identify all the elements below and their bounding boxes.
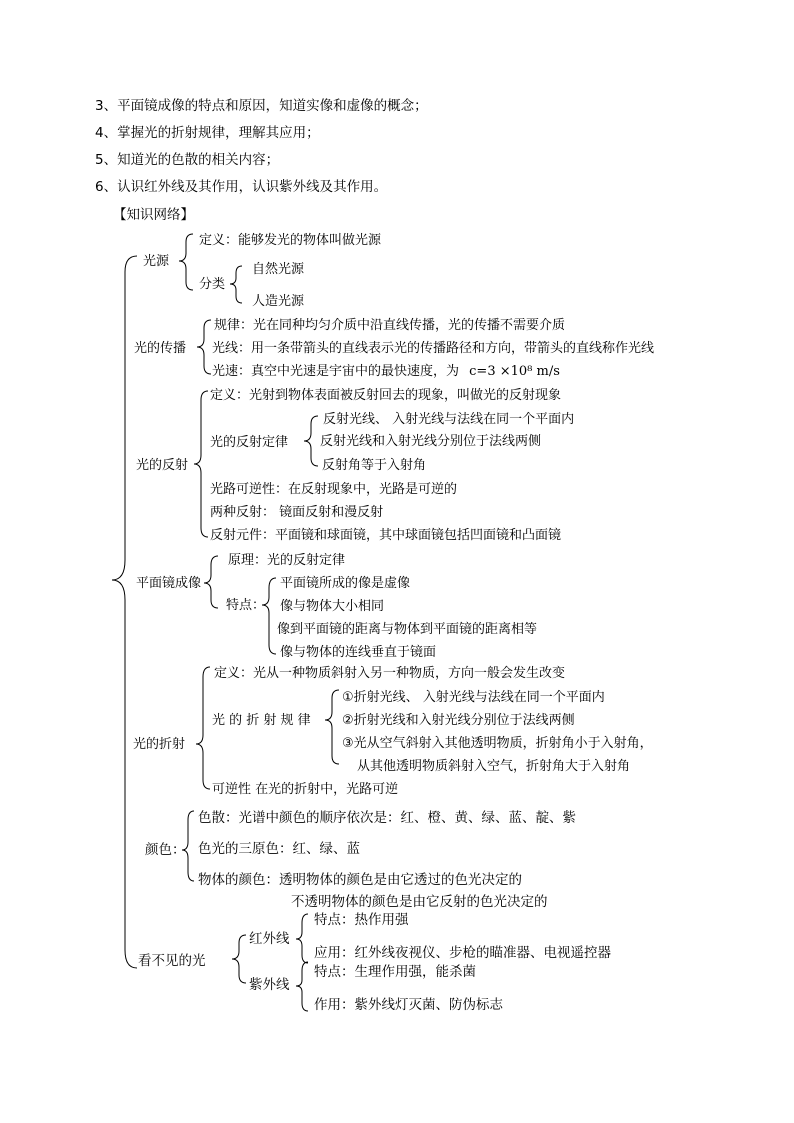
light-source-label: 光源: [143, 254, 170, 269]
objective-5: 5、知道光的色散的相关内容；: [95, 152, 280, 168]
natural-light-source: 自然光源: [252, 262, 305, 277]
brace-light-source: [179, 234, 193, 290]
infrared-label: 红外线: [249, 931, 290, 947]
plane-mirror-feature-2: 像与物体大小相同: [280, 599, 385, 614]
refraction-label: 光的折射: [133, 737, 186, 752]
brace-reflection: [194, 391, 208, 537]
plane-mirror-principle: 原理：光的反射定律: [228, 553, 346, 568]
refraction-law-item-4: 从其他透明物质斜射入空气，折射角大于入射角: [357, 759, 631, 774]
invisible-light-label: 看不见的光: [138, 953, 206, 969]
propagation-ray: 光线：用一条带箭头的直线表示光的传播路径和方向，带箭头的直线称作光线: [212, 341, 655, 356]
refraction-reversibility: 可逆性 在光的折射中，光路可逆: [212, 782, 399, 797]
objective-4: 4、掌握光的折射规律，理解其应用；: [95, 125, 320, 141]
color-label: 颜色：: [145, 842, 186, 858]
plane-mirror-features-label: 特点：: [226, 598, 266, 613]
plane-mirror-feature-1: 平面镜所成的像是虚像: [280, 576, 411, 591]
reflection-reversibility: 光路可逆性：在反射现象中，光路是可逆的: [210, 482, 458, 497]
infrared-feature: 特点：热作用强: [314, 912, 409, 928]
brace-classification: [230, 266, 242, 303]
brace-propagation: [197, 320, 211, 374]
refraction-law-item-1: ①折射光线、 入射光线与法线在同一个平面内: [342, 690, 605, 705]
color-primary: 色光的三原色：红、绿、蓝: [198, 841, 360, 857]
ultraviolet-feature: 特点：生理作用强，能杀菌: [314, 964, 476, 980]
brace-infrared: [296, 914, 308, 963]
refraction-definition: 定义：光从一种物质斜射入另一种物质，方向一般会发生改变: [214, 666, 566, 681]
brace-refraction-law: [325, 690, 339, 764]
light-source-definition: 定义：能够发光的物体叫做光源: [199, 233, 382, 248]
reflection-label: 光的反射: [136, 458, 189, 473]
brace-invisible-light: [232, 935, 246, 983]
main-brace: [112, 256, 137, 968]
brace-refraction: [196, 667, 210, 789]
plane-mirror-label: 平面镜成像: [136, 576, 202, 591]
objective-6: 6、认识红外线及其作用，认识紫外线及其作用。: [95, 179, 388, 195]
objective-3: 3、平面镜成像的特点和原因，知道实像和虚像的概念；: [95, 98, 428, 114]
section-title: 【知识网络】: [113, 207, 194, 223]
brace-reflection-law: [304, 416, 318, 466]
plane-mirror-feature-3: 像到平面镜的距离与物体到平面镜的距离相等: [277, 622, 538, 637]
ultraviolet-use: 作用：紫外线灯灭菌、防伪标志: [314, 997, 503, 1013]
reflection-components: 反射元件：平面镜和球面镜，其中球面镜包括凹面镜和凸面镜: [210, 528, 562, 543]
reflection-law-label: 光的反射定律: [210, 435, 289, 450]
propagation-label: 光的传播: [134, 341, 187, 356]
reflection-two-types: 两种反射： 镜面反射和漫反射: [210, 505, 384, 520]
ultraviolet-label: 紫外线: [249, 977, 290, 993]
color-dispersion: 色散：光谱中颜色的顺序依次是：红、橙、黄、绿、蓝、靛、紫: [198, 810, 576, 826]
refraction-law-item-2: ②折射光线和入射光线分别位于法线两侧: [342, 713, 575, 728]
brace-ultraviolet: [296, 962, 308, 1011]
infrared-application: 应用：红外线夜视仪、步枪的瞄准器、电视遥控器: [314, 945, 611, 961]
refraction-law-item-3: ③光从空气斜射入其他透明物质，折射角小于入射角，: [342, 736, 653, 751]
reflection-definition: 定义：光射到物体表面被反射回去的现象，叫做光的反射现象: [210, 388, 562, 403]
propagation-speed: [212, 364, 560, 380]
classification-label: 分类: [199, 277, 226, 292]
refraction-law-label: 光 的 折 射 规 律: [212, 713, 311, 728]
color-object: 物体的颜色：透明物体的颜色是由它透过的色光决定的: [198, 872, 522, 888]
speed-text: 光速：真空中光速是宇宙中的最快速度，为: [212, 364, 460, 379]
plane-mirror-feature-4: 像与物体的连线垂直于镜面: [280, 645, 437, 660]
brace-plane-mirror: [204, 556, 218, 608]
propagation-law: 规律：光在同种均匀介质中沿直线传播，光的传播不需要介质: [214, 318, 566, 333]
artificial-light-source: 人造光源: [252, 294, 305, 309]
reflection-law-item-3: 反射角等于入射角: [322, 458, 427, 473]
reflection-law-item-2: 反射光线和入射光线分别位于法线两侧: [320, 434, 542, 449]
color-opaque: 不透明物体的颜色是由它反射的色光决定的: [291, 894, 548, 910]
speed-value: c=3 ×10⁸ m/s: [469, 364, 560, 379]
reflection-law-item-1: 反射光线、 入射光线与法线在同一个平面内: [323, 412, 575, 427]
brace-plane-features: [262, 578, 276, 654]
